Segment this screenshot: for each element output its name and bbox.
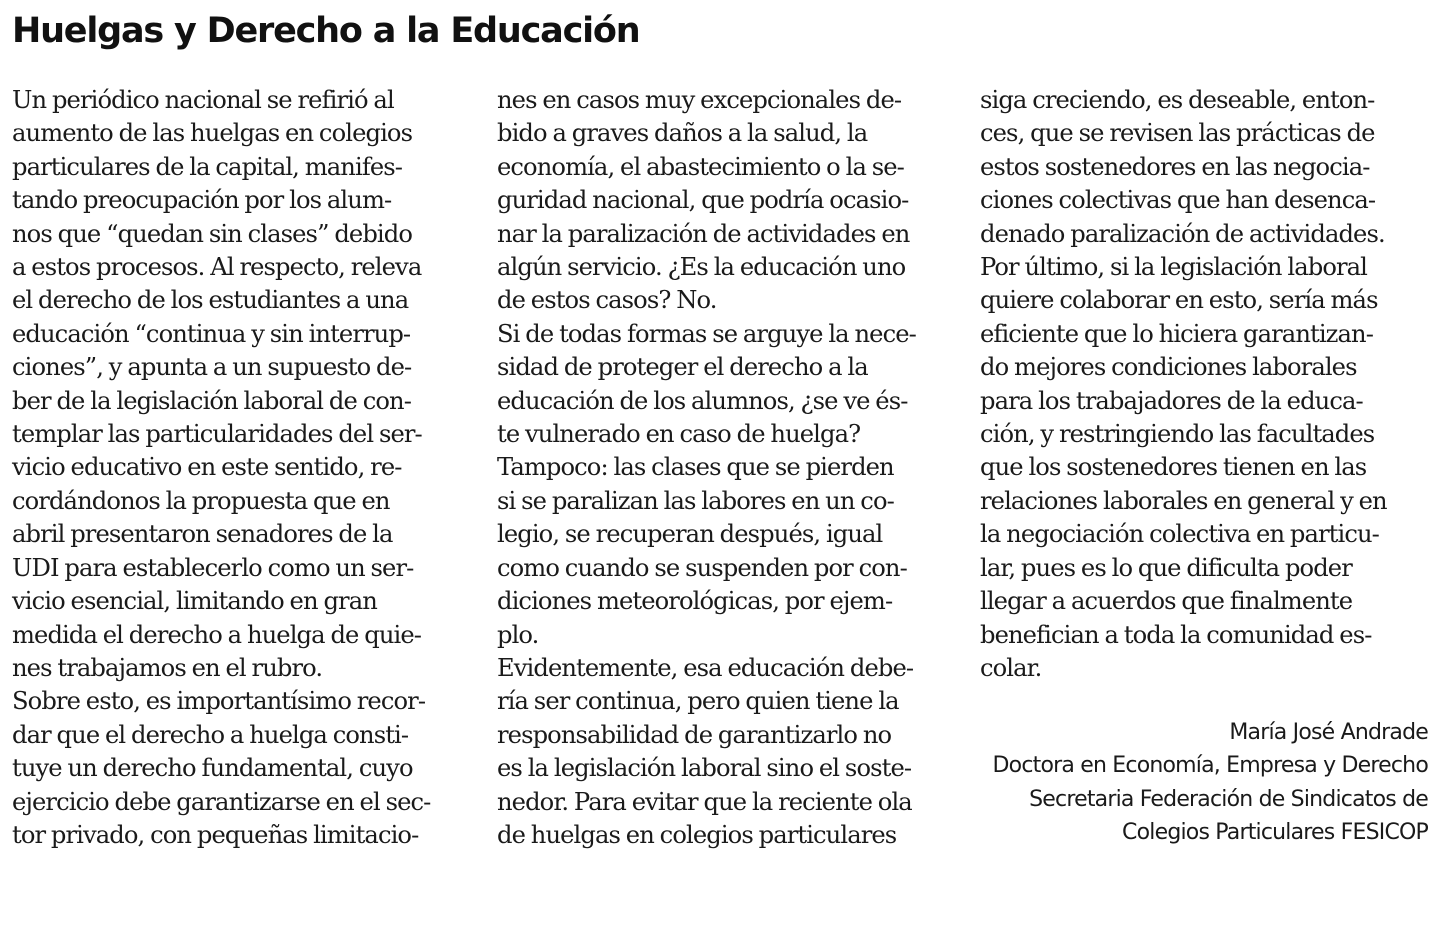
article-column-1 xyxy=(12,84,472,852)
article-column-2 xyxy=(497,84,957,852)
text-line: tando preocupación por los alum- xyxy=(12,186,392,215)
text-line: tuye un derecho fundamental, cuyo xyxy=(12,754,413,783)
text-line: bido a graves daños a la salud, la xyxy=(497,119,868,148)
text-line: benefician a toda la comunidad es- xyxy=(980,620,1372,649)
text-line: denado paralización de actividades. xyxy=(980,219,1385,248)
text-line: que los sostenedores tienen en las xyxy=(980,453,1367,482)
text-line: nar la paralización de actividades en xyxy=(497,219,910,248)
text-line: educación de los alumnos, ¿se ve és- xyxy=(497,386,908,415)
text-line: do mejores condiciones laborales xyxy=(980,353,1357,382)
text-line: relaciones laborales en general y en xyxy=(980,486,1387,515)
text-line: sidad de proteger el derecho a la xyxy=(497,353,868,382)
text-line: quiere colaborar en esto, sería más xyxy=(980,286,1378,315)
text-line: vicio esencial, limitando en gran xyxy=(12,587,377,616)
text-line: estos sostenedores en las negocia- xyxy=(980,152,1370,181)
text-line: Si de todas formas se arguye la nece- xyxy=(497,319,916,348)
text-line: ber de la legislación laboral de con- xyxy=(12,386,411,415)
text-line: Por último, si la legislación laboral xyxy=(980,253,1368,282)
text-line: colar. xyxy=(980,653,1042,682)
text-line: vicio educativo en este sentido, re- xyxy=(12,453,402,482)
text-line: la negociación colectiva en particu- xyxy=(980,520,1379,549)
text-line: a estos procesos. Al respecto, releva xyxy=(12,253,422,282)
text-line: nes en casos muy excepcionales de- xyxy=(497,86,902,114)
text-line: dar que el derecho a huelga consti- xyxy=(12,720,409,749)
text-line: guridad nacional, que podría ocasio- xyxy=(497,186,909,215)
text-line: economía, el abastecimiento o la se- xyxy=(497,152,904,181)
article-title: Huelgas y Derecho a la Educación xyxy=(12,11,640,51)
text-line: abril presentaron senadores de la xyxy=(12,520,393,549)
author-name: María José Andrade xyxy=(1229,720,1428,745)
text-line: nedor. Para evitar que la reciente ola xyxy=(497,787,912,816)
text-line: cordándonos la propuesta que en xyxy=(12,486,390,515)
text-line: UDI para establecerlo como un ser- xyxy=(12,553,414,582)
text-line: Evidentemente, esa educación debe- xyxy=(497,653,914,682)
text-line: lar, pues es lo que dificulta poder xyxy=(980,553,1352,582)
text-line: templar las particularidades del ser- xyxy=(12,420,422,449)
text-line: eficiente que lo hiciera garantizan- xyxy=(980,319,1373,348)
text-line: responsabilidad de garantizarlo no xyxy=(497,720,892,749)
text-line: ejercicio debe garantizarse en el sec- xyxy=(12,787,431,816)
text-line: ciones colectivas que han desenca- xyxy=(980,186,1376,215)
text-line: nes trabajamos en el rubro. xyxy=(12,653,323,682)
author-title: Doctora en Economía, Empresa y Derecho xyxy=(992,753,1428,779)
text-line: ción, y restringiendo las facultades xyxy=(980,420,1375,449)
author-role-line-1: Secretaria Federación de Sindicatos de xyxy=(1029,786,1428,812)
text-line: nos que “quedan sin clases” debido xyxy=(12,219,412,248)
text-line: diciones meteorológicas, por ejem- xyxy=(497,587,893,616)
text-line: de huelgas en colegios particulares xyxy=(497,820,897,849)
text-line: ces, que se revisen las prácticas de xyxy=(980,119,1375,148)
text-line: te vulnerado en caso de huelga? xyxy=(497,420,861,449)
text-line: ciones”, y apunta a un supuesto de- xyxy=(12,353,412,382)
text-line: siga creciendo, es deseable, enton- xyxy=(980,86,1375,114)
text-line: si se paralizan las labores en un co- xyxy=(497,486,894,515)
text-line: para los trabajadores de la educa- xyxy=(980,386,1363,415)
text-line: aumento de las huelgas en colegios xyxy=(12,119,413,148)
text-line: educación “continua y sin interrup- xyxy=(12,319,411,348)
text-line: plo. xyxy=(497,620,539,649)
text-line: algún servicio. ¿Es la educación uno xyxy=(497,253,906,282)
text-line: es la legislación laboral sino el soste- xyxy=(497,754,912,783)
text-line: particulares de la capital, manifes- xyxy=(12,152,403,181)
text-line: Sobre esto, es importantísimo recor- xyxy=(12,687,426,716)
article-column-3 xyxy=(980,84,1430,685)
text-line: medida el derecho a huelga de quie- xyxy=(12,620,422,649)
author-role-line-2: Colegios Particulares FESICOP xyxy=(1122,820,1428,846)
text-line: como cuando se suspenden por con- xyxy=(497,553,907,582)
text-line: de estos casos? No. xyxy=(497,286,717,315)
text-line: llegar a acuerdos que finalmente xyxy=(980,587,1353,616)
text-line: el derecho de los estudiantes a una xyxy=(12,286,409,315)
author-signature xyxy=(993,716,1428,850)
text-line: legio, se recuperan después, igual xyxy=(497,520,883,549)
text-line: ría ser continua, pero quien tiene la xyxy=(497,687,899,716)
text-line: Un periódico nacional se refirió al xyxy=(12,86,394,114)
text-line: tor privado, con pequeñas limitacio- xyxy=(12,820,419,849)
text-line: Tampoco: las clases que se pierden xyxy=(497,453,894,482)
